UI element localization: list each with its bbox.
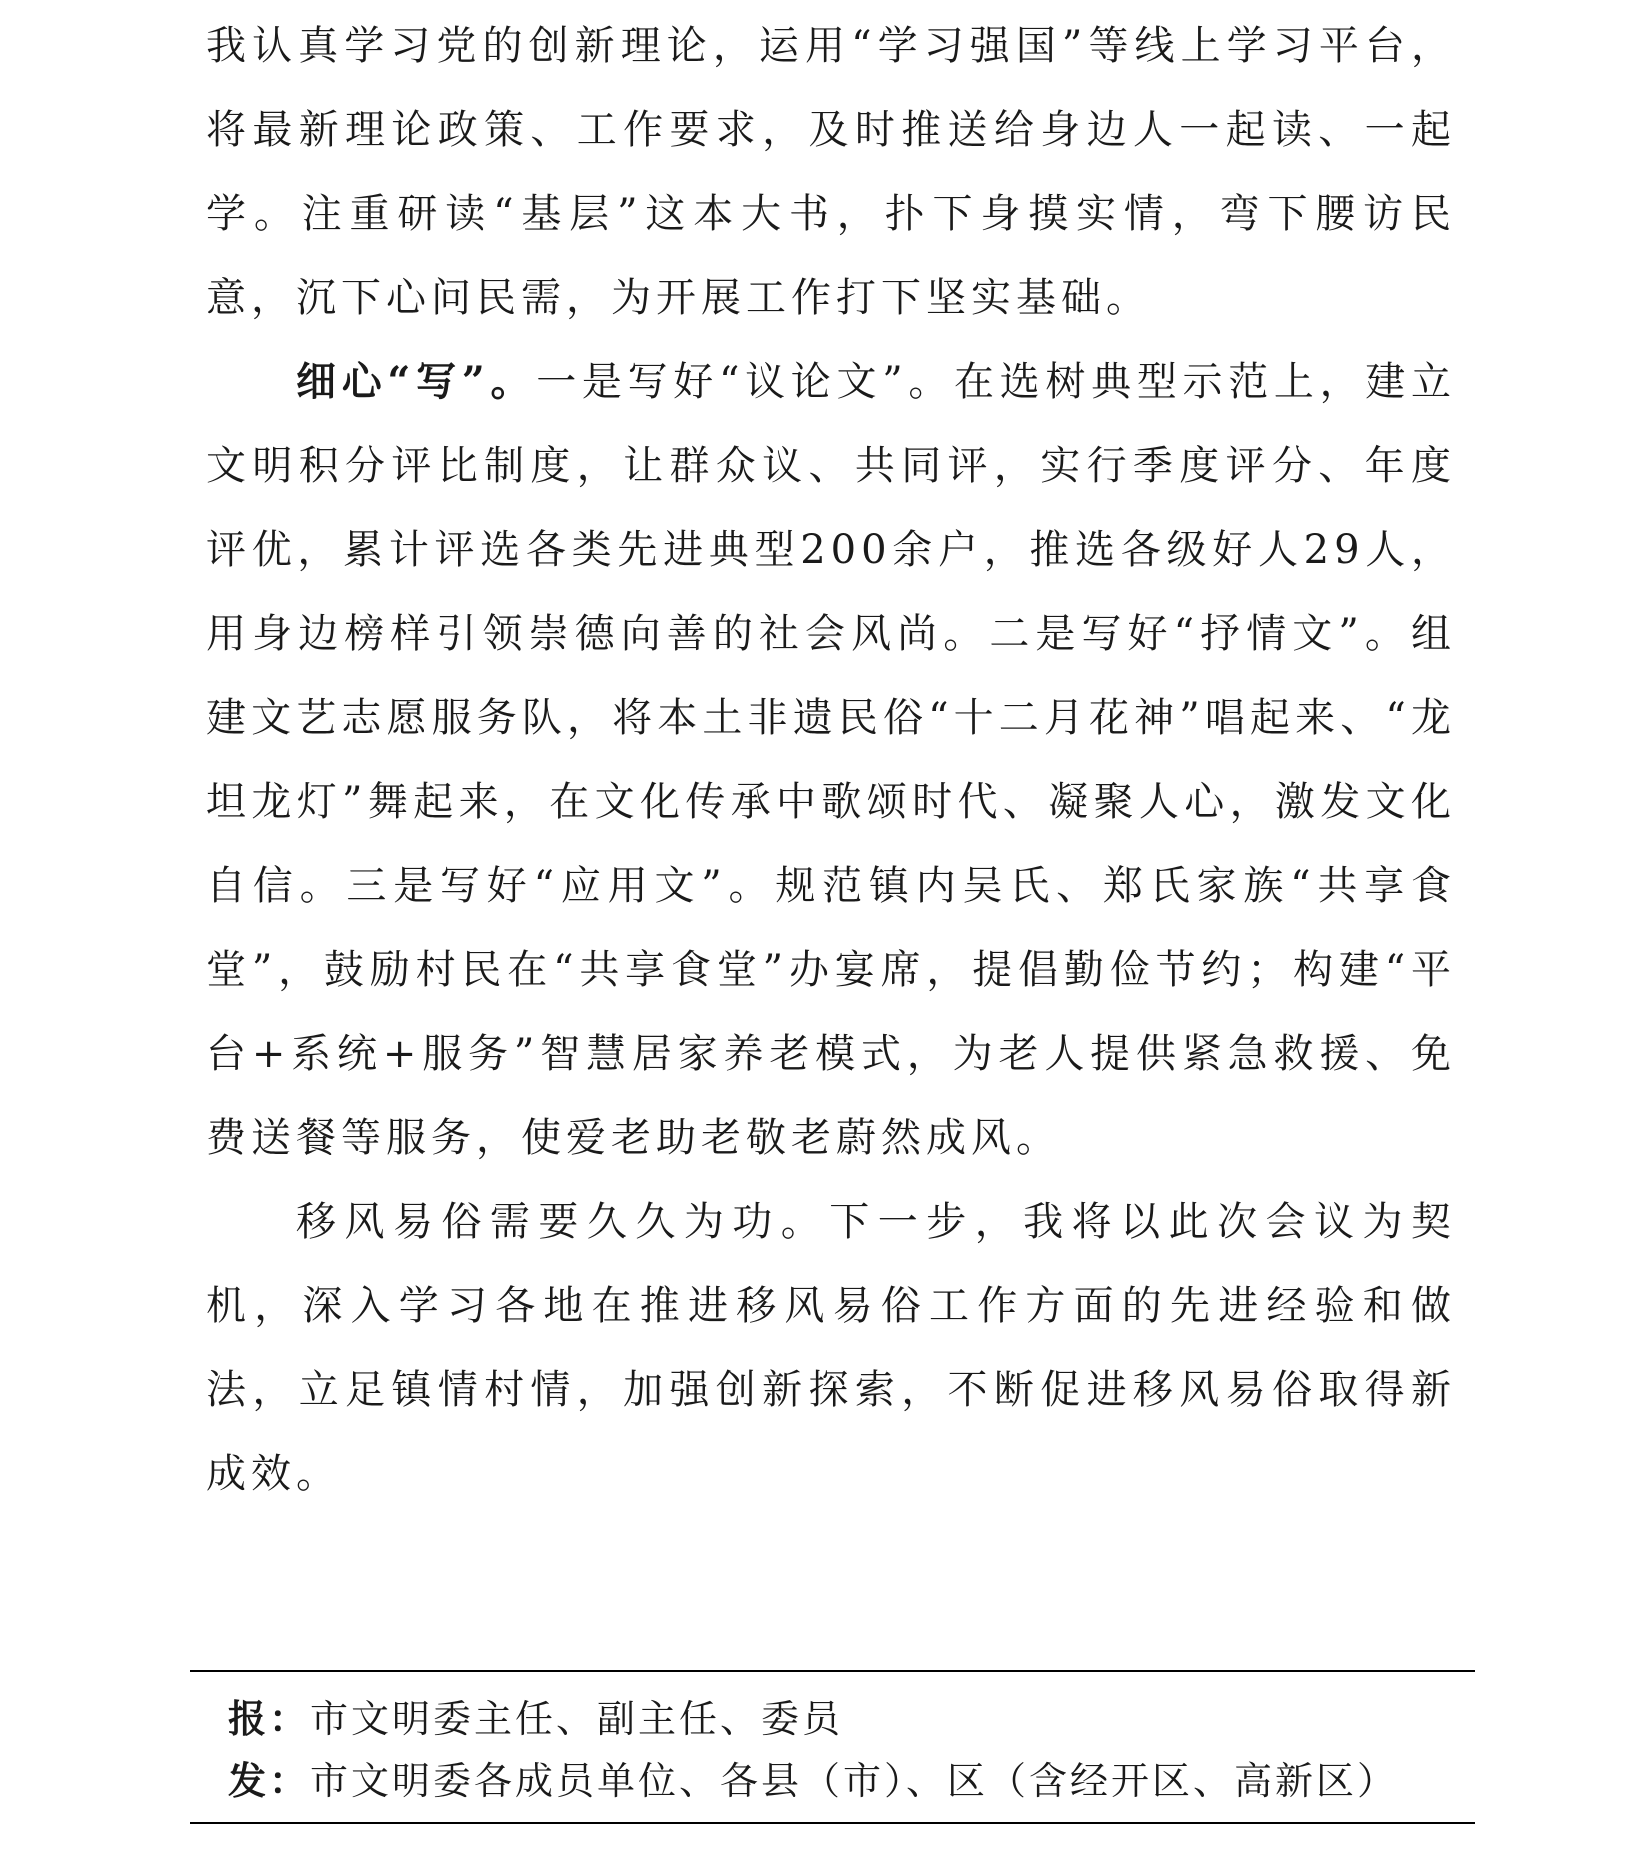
send-label: 发： bbox=[228, 1758, 311, 1803]
report-recipients: 市文明委主任、副主任、委员 bbox=[310, 1697, 844, 1741]
document-body bbox=[206, 4, 1456, 1516]
footer-divider-top bbox=[190, 1670, 1475, 1672]
distribution-block bbox=[228, 1688, 1458, 1812]
paragraph-heading: 细心“写”。 bbox=[296, 358, 537, 405]
footer-divider-bottom bbox=[190, 1822, 1475, 1824]
report-line bbox=[228, 1688, 1458, 1750]
report-label: 报： bbox=[228, 1696, 311, 1741]
paragraph-write-body: 一是写好“议论文”。在选树典型示范上，建立文明积分评比制度，让群众议、共同评，实行季度评分、年度评优，累计评选各类先进典型200余户，推选各级好人29人，用身边榜样引领崇德向善的社会风尚。二是写好“抒情文”。组建文艺志愿服务队，将本土非遗民俗“十二月花神”唱起来、“龙坦龙灯”舞起来，在文化传承中歌颂时代、凝聚人心，激发文化自信。三是写好“应用文”。规范镇内吴氏、郑氏家族“共享食堂”，鼓励村民在“共享食堂”办宴席，提倡勤俭节约；构建“平台+系统+服务”智慧居家养老模式，为老人提供紧急救援、免费送餐等服务，使爱老助老敬老蔚然成风。 bbox=[206, 359, 1456, 1161]
paragraph-next-steps: 移风易俗需要久久为功。下一步，我将以此次会议为契机，深入学习各地在推进移风易俗工作方面的先进经验和做法，立足镇情村情，加强创新探索，不断促进移风易俗取得新成效。 bbox=[206, 1199, 1456, 1497]
send-line bbox=[228, 1750, 1458, 1812]
paragraph-write bbox=[206, 340, 1456, 1180]
paragraph-study: 我认真学习党的创新理论，运用“学习强国”等线上学习平台，将最新理论政策、工作要求，及时推送给身边人一起读、一起学。注重研读“基层”这本大书，扑下身摸实情，弯下腰访民意，沉下心问民需，为开展工作打下坚实基础。 bbox=[206, 23, 1456, 321]
send-recipients: 市文明委各成员单位、各县（市）、区（含经开区、高新区） bbox=[310, 1759, 1399, 1803]
